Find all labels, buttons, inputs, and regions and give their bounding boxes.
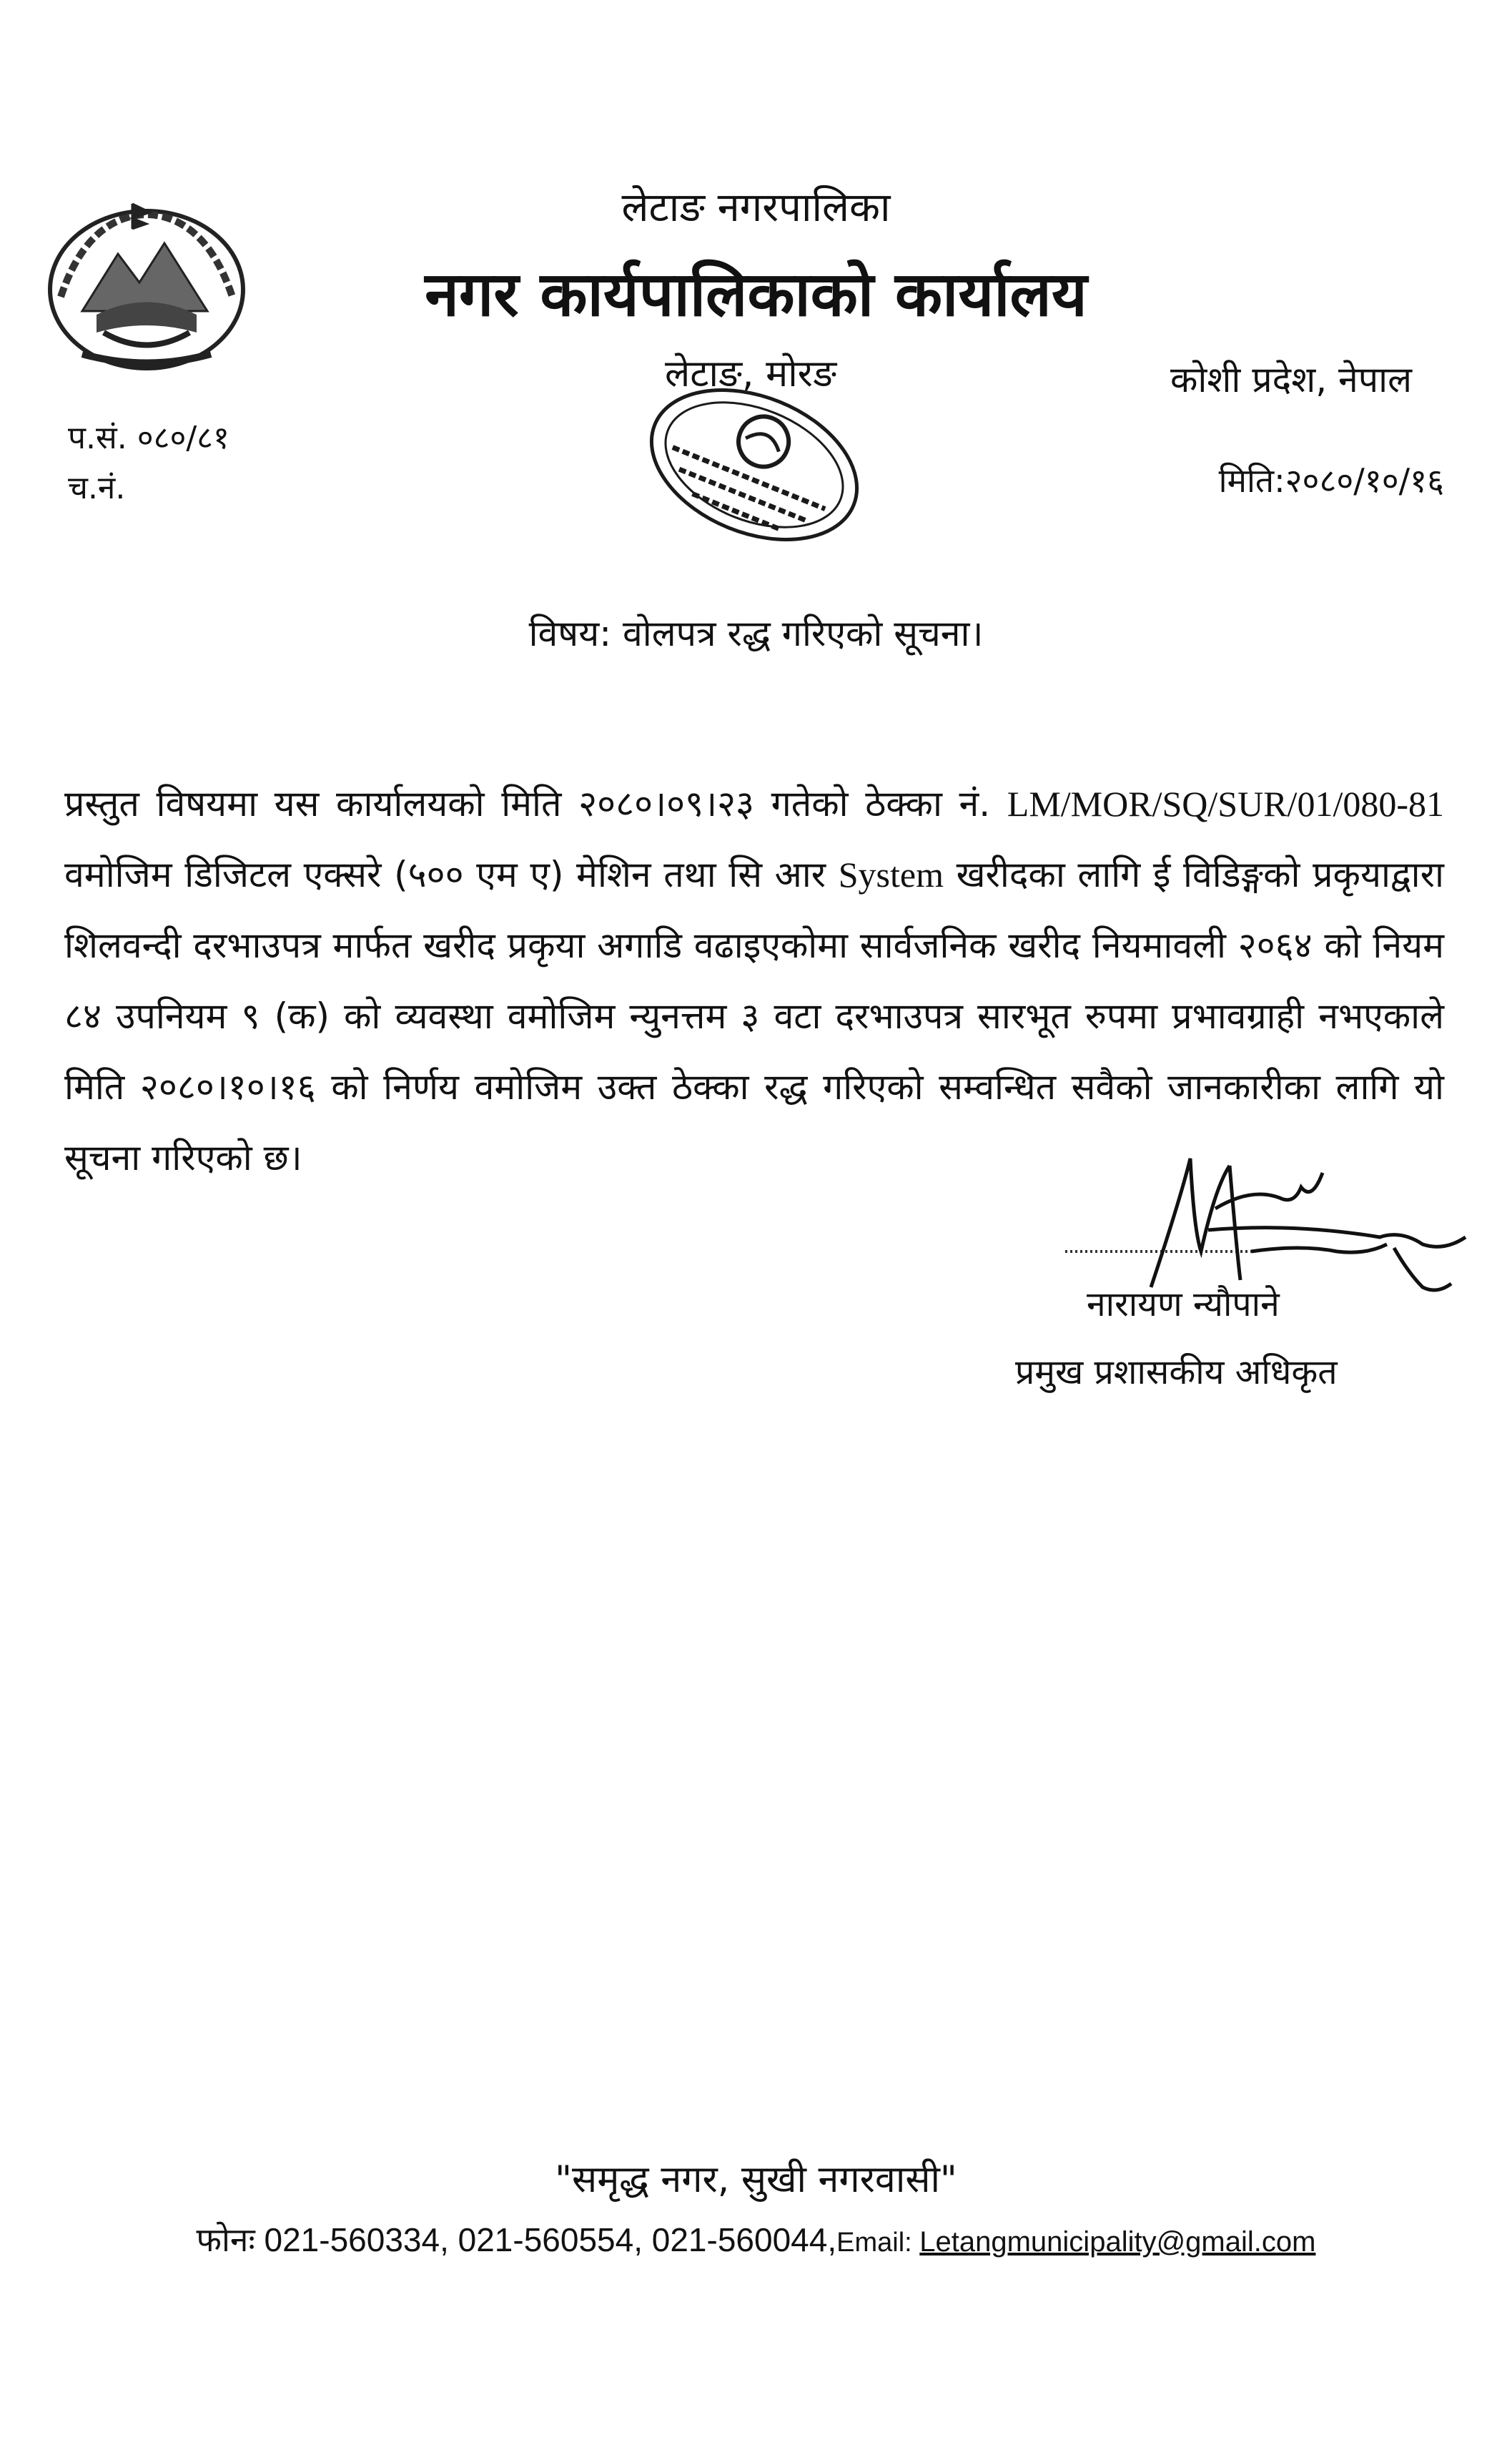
province-label: कोशी प्रदेश, नेपाल <box>1170 359 1412 400</box>
office-stamp <box>622 358 886 572</box>
body-text-1: प्रस्तुत विषयमा यस कार्यालयको मिति २०८०।०९।२३ गतेको ठेक्का नं. <box>64 783 1007 825</box>
letter-number: प.सं. ०८०/८१ <box>68 420 229 456</box>
municipality-name: लेटाङ नगरपालिका <box>621 185 891 231</box>
office-location: लेटाङ, मोरङ <box>665 353 837 395</box>
office-title: नगर कार्यपालिकाको कार्यालय <box>425 259 1087 330</box>
phone-label: फोनः <box>196 2220 255 2259</box>
signatory-title: प्रमुख प्रशासकीय अधिकृत <box>1015 1352 1338 1392</box>
letter-date: मिति:२०८०/१०/१६ <box>1218 461 1444 500</box>
email-link[interactable]: Letangmunicipality@gmail.com <box>919 2226 1316 2258</box>
phone-numbers: 021-560334, 021-560554, 021-560044, <box>255 2221 837 2258</box>
notice-body <box>64 769 1444 1194</box>
municipality-motto: "समृद्ध नगर, सुखी नगरवासी" <box>555 2158 957 2201</box>
body-text-3: खरीदका लागि ई विडिङ्गको प्रकृयाद्वारा शिलवन्दी दरभाउपत्र मार्फत खरीद प्रकृया अगाडि वढाइएकोमा सार्वजनिक खरीद नियमावली २०६४ को नियम ८४ उपनियम ९ (क) को व्यवस्था वमोजिम न्युनत्तम ३ वटा दरभाउपत्र सारभूत रुपमा प्रभावग्राही नभएकाले मिति २०८०।१०।१६ को निर्णय वमोजिम उक्त ठेक्का रद्ध गरिएको सम्वन्धित सवैको जानकारीका लागि यो सूचना गरिएको छ। <box>64 854 1444 1179</box>
system-word: System <box>838 855 944 895</box>
email-label: Email: <box>836 2228 920 2258</box>
body-text-2: वमोजिम डिजिटल एक्सरे (५०० एम ए) मेशिन तथा सि आर <box>64 854 839 895</box>
dispatch-number: च.नं. <box>68 470 126 506</box>
contact-line <box>0 2217 1512 2261</box>
subject-line: विषय: वोलपत्र रद्ध गरिएको सूचना। <box>528 613 984 654</box>
signatory-name: नारायण न्यौपाने <box>1087 1284 1280 1324</box>
contract-number: LM/MOR/SQ/SUR/01/080-81 <box>1007 784 1444 824</box>
